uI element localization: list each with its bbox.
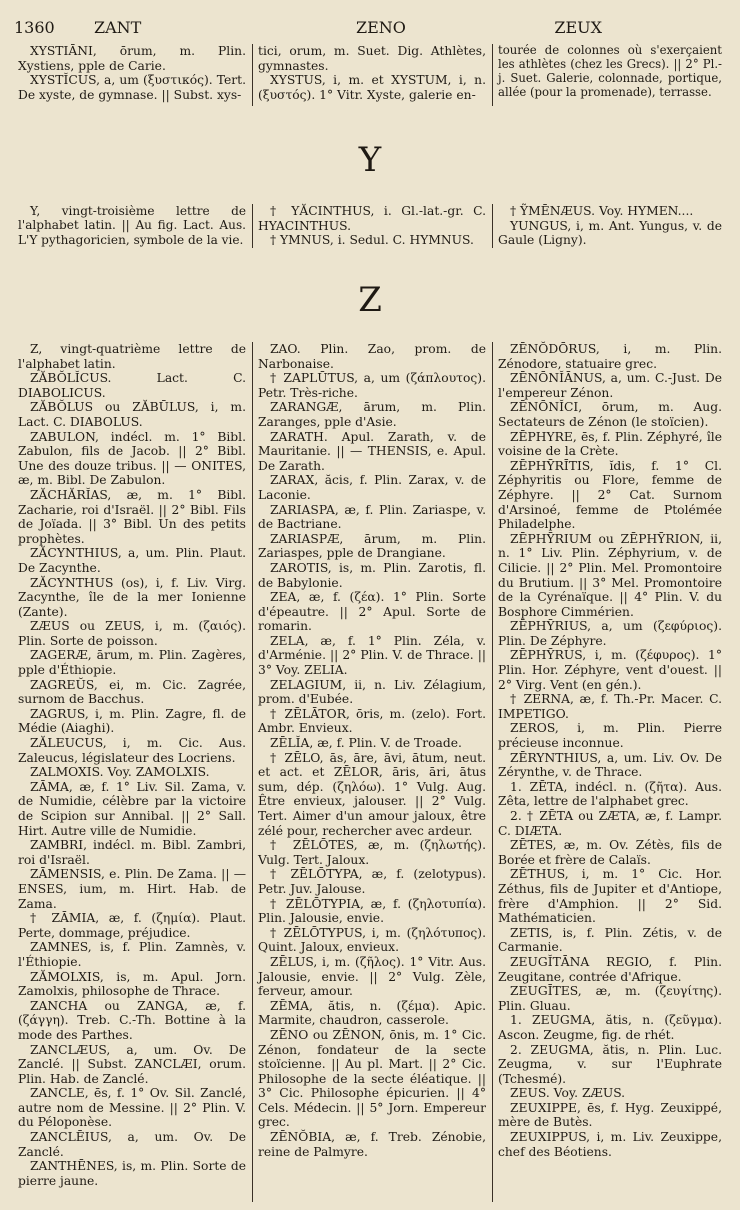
dictionary-entry: ZĒNŌNĬĀNUS, a, um. C.-Just. De l'empereur Zénon. — [498, 371, 722, 400]
dictionary-entry: ZĒTHUS, i, m. 1° Cic. Hor. Zéthus, fils de Jupiter et d'Antiope, frère d'Amphion. || 2° Sid. Mathématicien. — [498, 867, 722, 926]
dictionary-entry: † YĂCINTHUS, i. Gl.-lat.-gr. C. HYACINTHUS. — [258, 204, 486, 233]
dictionary-entry: ZĂLEUCUS, i, m. Cic. Aus. Zaleucus, législateur des Locriens. — [18, 736, 246, 765]
dictionary-entry: ZARANGÆ, ārum, m. Plin. Zaranges, pple d'Asie. — [258, 400, 486, 429]
dictionary-entry: † ZĒLŌTYPUS, i, m. (ζηλότυπος). Quint. Jaloux, envieux. — [258, 925, 486, 955]
column-rule — [252, 342, 253, 1202]
dictionary-entry: ZARAX, ăcis, f. Plin. Zarax, v. de Laconie. — [258, 473, 486, 502]
dictionary-entry: ZAGRUS, i, m. Plin. Zagre, fl. de Médie (Aiaghi). — [18, 706, 246, 736]
dictionary-entry: ZĂCHĂRĬAS, æ, m. 1° Bibl. Zacharie, roi d'Israël. || 2° Bibl. Fils de Joïada. || 3° Bibl. Un des petits prophètes. — [18, 487, 246, 546]
dictionary-entry: ZARATH. Apul. Zarath, v. de Mauritanie. || — THENSIS, e. Apul. De Zarath. — [258, 429, 486, 473]
dictionary-entry: XYSTUS, i, m. et XYSTUM, i, n. (ξυστός). 1° Vitr. Xyste, galerie en- — [258, 73, 486, 102]
dictionary-entry: ZĒPHȲRĪTIS, ĭdis, f. 1° Cl. Zéphyritis ou Flore, femme de Zéphyre. || 2° Cat. Surnom d'Arsinoé, femme de Ptolémée Philadelphe. — [498, 458, 722, 532]
column-3 — [498, 44, 722, 100]
column-2 — [258, 44, 486, 102]
dictionary-entry: ZANCLE, ēs, f. 1° Ov. Sil. Zanclé, autre nom de Messine. || 2° Plin. V. du Péloponèse. — [18, 1086, 246, 1130]
dictionary-entry: ZAMBRI, indécl. m. Bibl. Zambri, roi d'Israël. — [18, 838, 246, 867]
dictionary-entry: XYSTĬCUS, a, um (ξυστικός). Tert. De xyste, de gymnase. || Subst. xys- — [18, 73, 246, 102]
dictionary-entry: ZAGREŬS, ei, m. Cic. Zagrée, surnom de Bacchus. — [18, 677, 246, 707]
dictionary-entry: Z, vingt-quatrième lettre de l'alphabet latin. — [18, 342, 246, 371]
section-letter-z: Z — [358, 280, 382, 320]
dictionary-entry: 2. † ZĒTA ou ZÆTA, æ, f. Lampr. C. DIÆTA. — [498, 809, 722, 838]
dictionary-entry: † ZAPLŪTUS, a, um (ζάπλουτος). Petr. Très-riche. — [258, 371, 486, 400]
dictionary-entry: 2. ZEUGMA, ătis, n. Plin. Luc. Zeugma, v. sur l'Euphrate (Tchesmé). — [498, 1042, 722, 1086]
dictionary-entry: ZALMOXIS. Voy. ZAMOLXIS. — [30, 765, 210, 780]
z-entries-block — [18, 342, 722, 1202]
running-header — [14, 18, 722, 40]
column-1 — [18, 342, 246, 1188]
dictionary-entry: ZANCHA ou ZANGA, æ, f. (ζάγγη). Treb. C.-Th. Bottine à la mode des Parthes. — [18, 998, 246, 1042]
dictionary-entry: 1. ZEUGMA, ătis, n. (ζεῦγμα). Ascon. Zeugme, fig. de rhét. — [498, 1013, 722, 1042]
dictionary-entry: † ZĒLŌTES, æ, m. (ζηλωτής). Vulg. Tert. Jaloux. — [258, 838, 486, 867]
dictionary-entry: ZEUGĬTĀNA REGIO, f. Plin. Zeugitane, contrée d'Afrique. — [498, 954, 722, 984]
y-entries-block — [18, 204, 722, 252]
dictionary-entry: ZĀMENSIS, e. Plin. De Zama. || — ENSES, ium, m. Hirt. Hab. de Zama. — [18, 867, 246, 911]
column-3 — [498, 204, 722, 248]
dictionary-entry: ZANCLĒIUS, a, um. Ov. De Zanclé. — [18, 1130, 246, 1159]
dictionary-entry: ZĂCYNTHUS (os), i, f. Liv. Virg. Zacynthe, île de la mer Ionienne (Zante). — [18, 575, 246, 619]
dictionary-entry: † YMNUS, i. Sedul. C. HYMNUS. — [270, 233, 474, 248]
dictionary-entry: ZĒPHYRE, ēs, f. Plin. Zéphyré, île voisine de la Crète. — [498, 429, 722, 459]
column-rule — [252, 44, 253, 106]
center-guide-word: ZENO — [356, 18, 406, 37]
column-rule — [252, 204, 253, 248]
dictionary-entry: ZANTHĒNES, is, m. Plin. Sorte de pierre jaune. — [18, 1159, 246, 1188]
dictionary-entry: ZEROS, i, m. Plin. Pierre précieuse inconnue. — [498, 721, 722, 751]
dictionary-entry: † ZĀMIA, æ, f. (ζημία). Plaut. Perte, dommage, préjudice. — [18, 911, 246, 940]
dictionary-entry: ZARIASPA, æ, f. Plin. Zariaspe, v. de Bactriane. — [258, 502, 486, 532]
dictionary-entry: ZAROTIS, is, m. Plin. Zarotis, fl. de Babylonie. — [258, 560, 486, 590]
dictionary-entry: † ZĒLŌTYPA, æ, f. (zelotypus). Petr. Juv. Jalouse. — [258, 867, 486, 896]
dictionary-entry: YUNGUS, i, m. Ant. Yungus, v. de Gaule (Ligny). — [498, 218, 722, 248]
dictionary-entry: ZEUXIPPE, ēs, f. Hyg. Zeuxippé, mère de Butès. — [498, 1100, 722, 1130]
dictionary-entry: ZĂMOLXIS, is, m. Apul. Jorn. Zamolxis, philosophe de Thrace. — [18, 969, 246, 999]
column-3 — [498, 342, 722, 1159]
dictionary-entry: ZABULON, indécl. m. 1° Bibl. Zabulon, fils de Jacob. || 2° Bibl. Une des douze tribus. || — ONITES, æ, m. Bibl. De Zabulon. — [18, 429, 246, 488]
column-rule — [492, 204, 493, 248]
dictionary-entry: ZELA, æ, f. 1° Plin. Zéla, v. d'Arménie. || 2° Plin. V. de Thrace. || 3° Voy. ZELIA. — [258, 633, 486, 678]
dictionary-entry: ZELAGIUM, ii, n. Liv. Zélagium, prom. d'Eubée. — [258, 677, 486, 707]
dictionary-entry: ZĒNŌNĬCI, ōrum, m. Aug. Sectateurs de Zénon (le stoïcien). — [498, 400, 722, 429]
dictionary-entry: ZĒPHȲRIUM ou ZĒPHȲRION, ii, n. 1° Liv. Plin. Zéphyrium, v. de Cilicie. || 2° Plin. Mel. Promontoire du Brutium. || 3° Mel. Promontoire de la Cyrénaïque. || 4° Plin. V. du Bosphore Cimmérien. — [498, 531, 722, 619]
column-2 — [258, 204, 486, 248]
dictionary-entry: ZAMNES, is, f. Plin. Zamnès, v. l'Éthiopie. — [18, 940, 246, 969]
dictionary-entry: ZĒNO ou ZĒNON, ōnis, m. 1° Cic. Zénon, fondateur de la secte stoïcienne. || Au pl. Mart. || 2° Cic. Philosophe de la secte éléatique. || 3° Cic. Philosophe épicurien. || 4° Cels. Médecin. || 5° Jorn. Empereur grec. — [258, 1027, 486, 1130]
column-2 — [258, 342, 486, 1159]
dictionary-entry: ZĂBŎLĬCUS. Lact. C. DIABOLICUS. — [18, 371, 246, 400]
section-letter-y: Y — [358, 140, 382, 180]
dictionary-entry: ZĒNŎDŌRUS, i, m. Plin. Zénodore, statuaire grec. — [498, 342, 722, 371]
dictionary-entry: † ZĒLŌTYPIA, æ, f. (ζηλοτυπία). Plin. Jalousie, envie. — [258, 896, 486, 926]
dictionary-entry: ZAO. Plin. Zao, prom. de Narbonaise. — [258, 342, 486, 371]
dictionary-entry: ZÆUS ou ZEUS, i, m. (ζαιός). Plin. Sorte de poisson. — [18, 619, 246, 648]
dictionary-entry: ZEUS. Voy. ZÆUS. — [510, 1086, 626, 1101]
dictionary-entry: ZĒLUS, i, m. (ζῆλος). 1° Vitr. Aus. Jalousie, envie. || 2° Vulg. Zèle, ferveur, amour. — [258, 954, 486, 999]
dictionary-entry: tourée de colonnes où s'exerçaient les athlètes (chez les Grecs). || 2° Pl.-j. Suet. Galerie, colonnade, portique, allée (pour la promenade), terrasse. — [498, 43, 722, 99]
dictionary-entry: Y, vingt-troisième lettre de l'alphabet latin. || Au fig. Lact. Aus. L'Y pythagoricien, symbole de la vie. — [18, 204, 246, 247]
dictionary-entry: ZĒPHȲRIUS, a, um (ζεφύριος). Plin. De Zéphyre. — [498, 619, 722, 648]
dictionary-entry: ZEUXIPPUS, i, m. Liv. Zeuxippe, chef des Béotiens. — [498, 1130, 722, 1159]
dictionary-entry: ZĂBŎLUS ou ZĂBŪLUS, i, m. Lact. C. DIABOLUS. — [18, 400, 246, 429]
dictionary-entry: ZAGERÆ, ārum, m. Plin. Zagères, pple d'Éthiopie. — [18, 648, 246, 678]
dictionary-entry: ZANCLÆUS, a, um. Ov. De Zanclé. || Subst. ZANCLÆI, orum. Plin. Hab. de Zanclé. — [18, 1042, 246, 1086]
dictionary-entry: ZĒPHȲRUS, i, m. (ζέφυρος). 1° Plin. Hor. Zéphyre, vent d'ouest. || 2° Virg. Vent (en gén.). — [498, 648, 722, 692]
page-number: 1360 — [14, 18, 55, 37]
column-rule — [492, 44, 493, 106]
dictionary-entry: ZĒMA, ătis, n. (ζέμα). Apic. Marmite, chaudron, casserole. — [258, 998, 486, 1028]
dictionary-entry: † ZĒLO, ās, āre, āvi, ātum, neut. et act. et ZĒLOR, āris, āri, ātus sum, dép. (ζηλόω). 1° Vulg. Aug. Être envieux, jalouser. || 2° Vulg. Tert. Aimer d'un amour jaloux, être zélé pour, rechercher avec ardeur. — [258, 750, 486, 838]
column-1 — [18, 44, 246, 102]
dictionary-entry: ZĒLĬA, æ, f. Plin. V. de Troade. — [270, 736, 462, 751]
dictionary-entry: ZĒNŎBIA, æ, f. Treb. Zénobie, reine de Palmyre. — [258, 1130, 486, 1159]
dictionary-entry: † ZĒLĀTOR, ōris, m. (zelo). Fort. Ambr. Envieux. — [258, 706, 486, 736]
dictionary-entry: † ZERNA, æ, f. Th.-Pr. Macer. C. IMPETIGO. — [498, 692, 722, 721]
dictionary-entry: 1. ZĒTA, indécl. n. (ζῆτα). Aus. Zêta, lettre de l'alphabet grec. — [498, 779, 722, 809]
dictionary-entry: ZARIASPÆ, ārum, m. Plin. Zariaspes, pple de Drangiane. — [258, 531, 486, 561]
x-entries-block — [18, 44, 722, 108]
dictionary-entry: ZETIS, is, f. Plin. Zétis, v. de Carmanie. — [498, 925, 722, 955]
dictionary-entry: XYSTIĀNI, ōrum, m. Plin. Xystiens, pple de Carie. — [18, 44, 246, 73]
dictionary-entry: ZĂCYNTHIUS, a, um. Plin. Plaut. De Zacynthe. — [18, 546, 246, 575]
dictionary-entry: tici, orum, m. Suet. Dig. Athlètes, gymnastes. — [258, 44, 486, 73]
dictionary-entry: ZĒTES, æ, m. Ov. Zétès, fils de Borée et frère de Calaïs. — [498, 838, 722, 867]
dictionary-entry: † ỸMĒNÆUS. Voy. HYMEN.... — [510, 204, 694, 218]
left-guide-word: ZANT — [94, 18, 142, 37]
dictionary-entry: ZEUGĪTES, æ, m. (ζευγίτης). Plin. Gluau. — [498, 984, 722, 1013]
column-1 — [18, 204, 246, 247]
dictionary-entry: ZĒRYNTHIUS, a, um. Liv. Ov. De Zérynthe, v. de Thrace. — [498, 750, 722, 780]
column-rule — [492, 342, 493, 1202]
dictionary-entry: ZEA, æ, f. (ζέα). 1° Plin. Sorte d'épeautre. || 2° Apul. Sorte de romarin. — [258, 590, 486, 634]
right-guide-word: ZEUX — [554, 18, 602, 37]
dictionary-entry: ZĀMA, æ, f. 1° Liv. Sil. Zama, v. de Numidie, célèbre par la victoire de Scipion sur Annibal. || 2° Sall. Hirt. Autre ville de Numidie. — [18, 779, 246, 838]
